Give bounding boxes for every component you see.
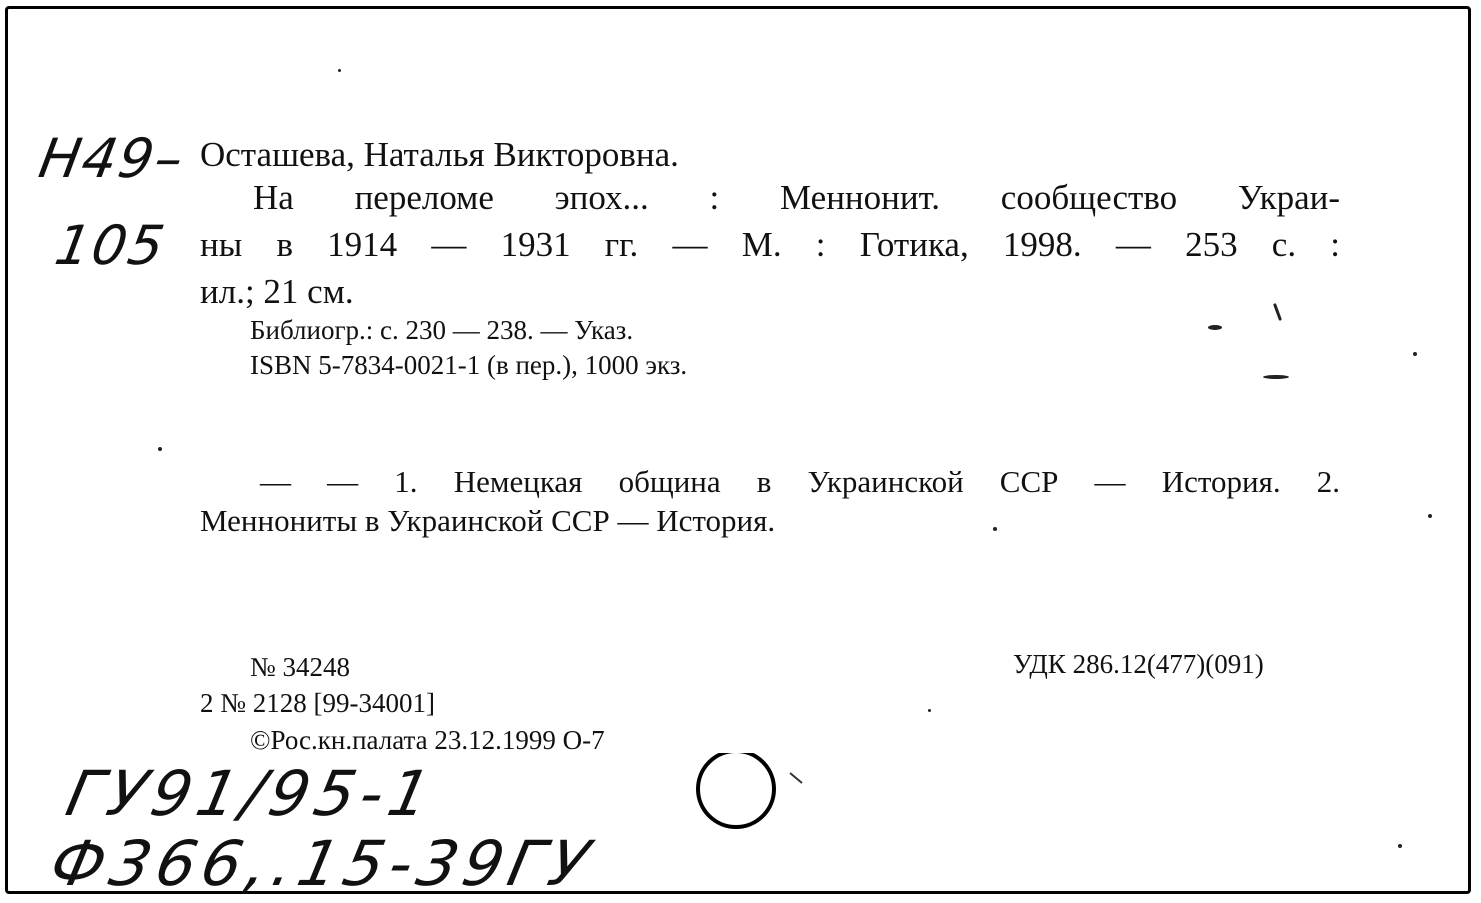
scan-speck (338, 69, 341, 72)
copyright-line: ©Рос.кн.палата 23.12.1999 О-7 (250, 725, 605, 755)
handwritten-note-line1: ГУ91/95-1 (60, 757, 443, 830)
subject-headings-line-2: Меннониты в Украинской ССР — История. (200, 503, 776, 538)
udk-classification: УДК 286.12(477)(091) (1013, 649, 1264, 679)
record-number: № 34248 (250, 652, 351, 682)
handwritten-note-line2: Ф366,.15-39ГУ (44, 827, 602, 900)
subject-headings-line-1: — — 1. Немецкая община в Украинской ССР — История. 2. (260, 464, 1340, 499)
isbn-note: ISBN 5-7834-0021-1 (в пер.), 1000 экз. (250, 350, 688, 380)
scan-speck (928, 709, 931, 712)
scan-speck (158, 447, 162, 451)
scan-speck (1208, 325, 1222, 330)
title-line-1: На переломе эпох... : Меннонит. сообщество Украи- (253, 178, 1340, 217)
circle-stamp-icon (694, 753, 804, 833)
scan-speck (1398, 844, 1402, 848)
title-line-3: ил.; 21 см. (200, 272, 354, 311)
author-heading: Осташева, Наталья Викторовна. (200, 135, 679, 174)
handwritten-call-number-line2: 105 (50, 214, 171, 277)
scan-speck (1263, 375, 1289, 379)
bibliography-note: Библиогр.: с. 230 — 238. — Указ. (250, 315, 634, 345)
scan-speck (993, 527, 997, 531)
scan-speck (1413, 352, 1417, 356)
scan-speck (1428, 514, 1432, 518)
registration-number: 2 № 2128 [99-34001] (200, 688, 435, 718)
handwritten-call-number-line1: Н49– (34, 127, 190, 190)
catalog-card (5, 6, 1471, 900)
title-line-2: ны в 1914 — 1931 гг. — М. : Готика, 1998. — 253 с. : (200, 225, 1340, 264)
